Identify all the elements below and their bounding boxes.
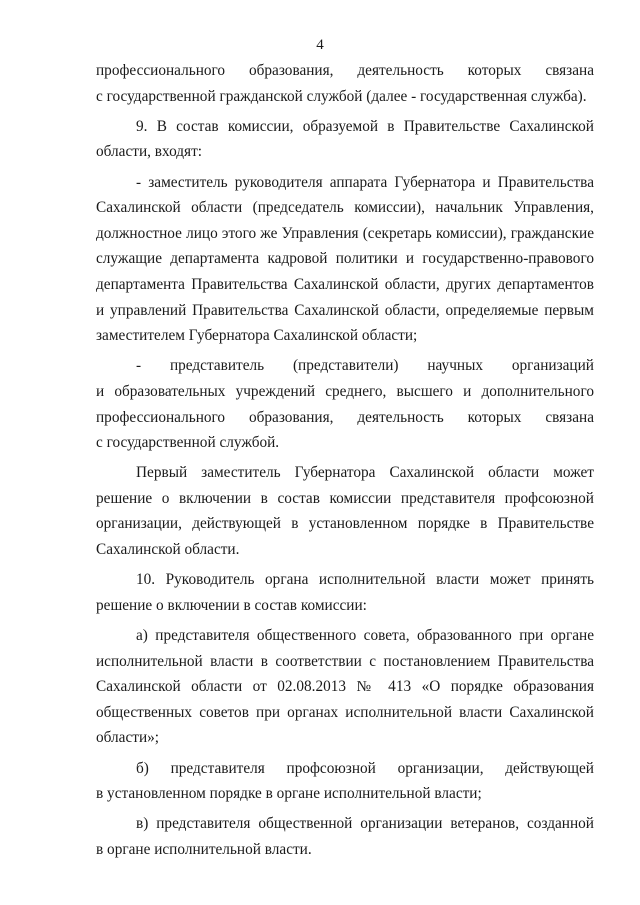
text-line: Первый заместитель Губернатора Сахалинской области может: [136, 464, 594, 482]
text-line: с государственной службой.: [96, 434, 280, 452]
text-line: исполнительной власти в соответствии с постановлением Правительства: [96, 652, 594, 670]
text-line: - представитель (представители) научных организаций: [136, 357, 594, 375]
text-line: должностное лицо этого же Управления (секретарь комиссии), гражданские: [96, 224, 594, 242]
text-line: департамента Правительства Сахалинской области, других департаментов: [96, 275, 594, 293]
text-line: общественных советов при органах исполнительной власти Сахалинской: [96, 703, 594, 721]
text-line: решение о включении в состав комиссии представителя профсоюзной: [96, 489, 594, 507]
text-line: решение о включении в состав комиссии:: [96, 596, 367, 614]
text-line: служащие департамента кадровой политики и государственно-правового: [96, 250, 594, 268]
text-line: в установленном порядке в органе исполнительной власти;: [96, 785, 482, 803]
text-line: организации, действующей в установленном порядке в Правительстве: [96, 515, 594, 533]
text-line: и управлений Правительства Сахалинской области, определяемые первым: [96, 301, 594, 319]
document-body: [96, 58, 594, 863]
page-number: 4: [316, 37, 324, 53]
text-line: в органе исполнительной власти.: [96, 840, 312, 858]
text-line: области»;: [96, 729, 160, 747]
text-line: 9. В состав комиссии, образуемой в Правительстве Сахалинской: [136, 117, 594, 135]
text-line: в) представителя общественной организации ветеранов, созданной: [136, 815, 594, 833]
text-line: с государственной гражданской службой (далее - государственная служба).: [96, 87, 587, 105]
text-line: - заместитель руководителя аппарата Губернатора и Правительства: [136, 173, 594, 191]
text-line: 10. Руководитель органа исполнительной власти может принять: [136, 571, 594, 589]
text-line: профессионального образования, деятельность которых связана: [96, 408, 594, 426]
text-line: области, входят:: [96, 143, 203, 161]
text-line: а) представителя общественного совета, образованного при органе: [136, 627, 594, 645]
text-line: Сахалинской области.: [96, 541, 240, 559]
text-line: заместителем Губернатора Сахалинской области;: [96, 327, 418, 345]
text-line: профессионального образования, деятельность которых связана: [96, 62, 594, 79]
text-line: Сахалинской области от 02.08.2013 № 413 «О порядке образования: [96, 678, 594, 696]
text-line: Сахалинской области (председатель комиссии), начальник Управления,: [96, 199, 594, 217]
text-line: и образовательных учреждений среднего, высшего и дополнительного: [96, 382, 594, 400]
text-line: б) представителя профсоюзной организации, действующей: [136, 759, 594, 777]
